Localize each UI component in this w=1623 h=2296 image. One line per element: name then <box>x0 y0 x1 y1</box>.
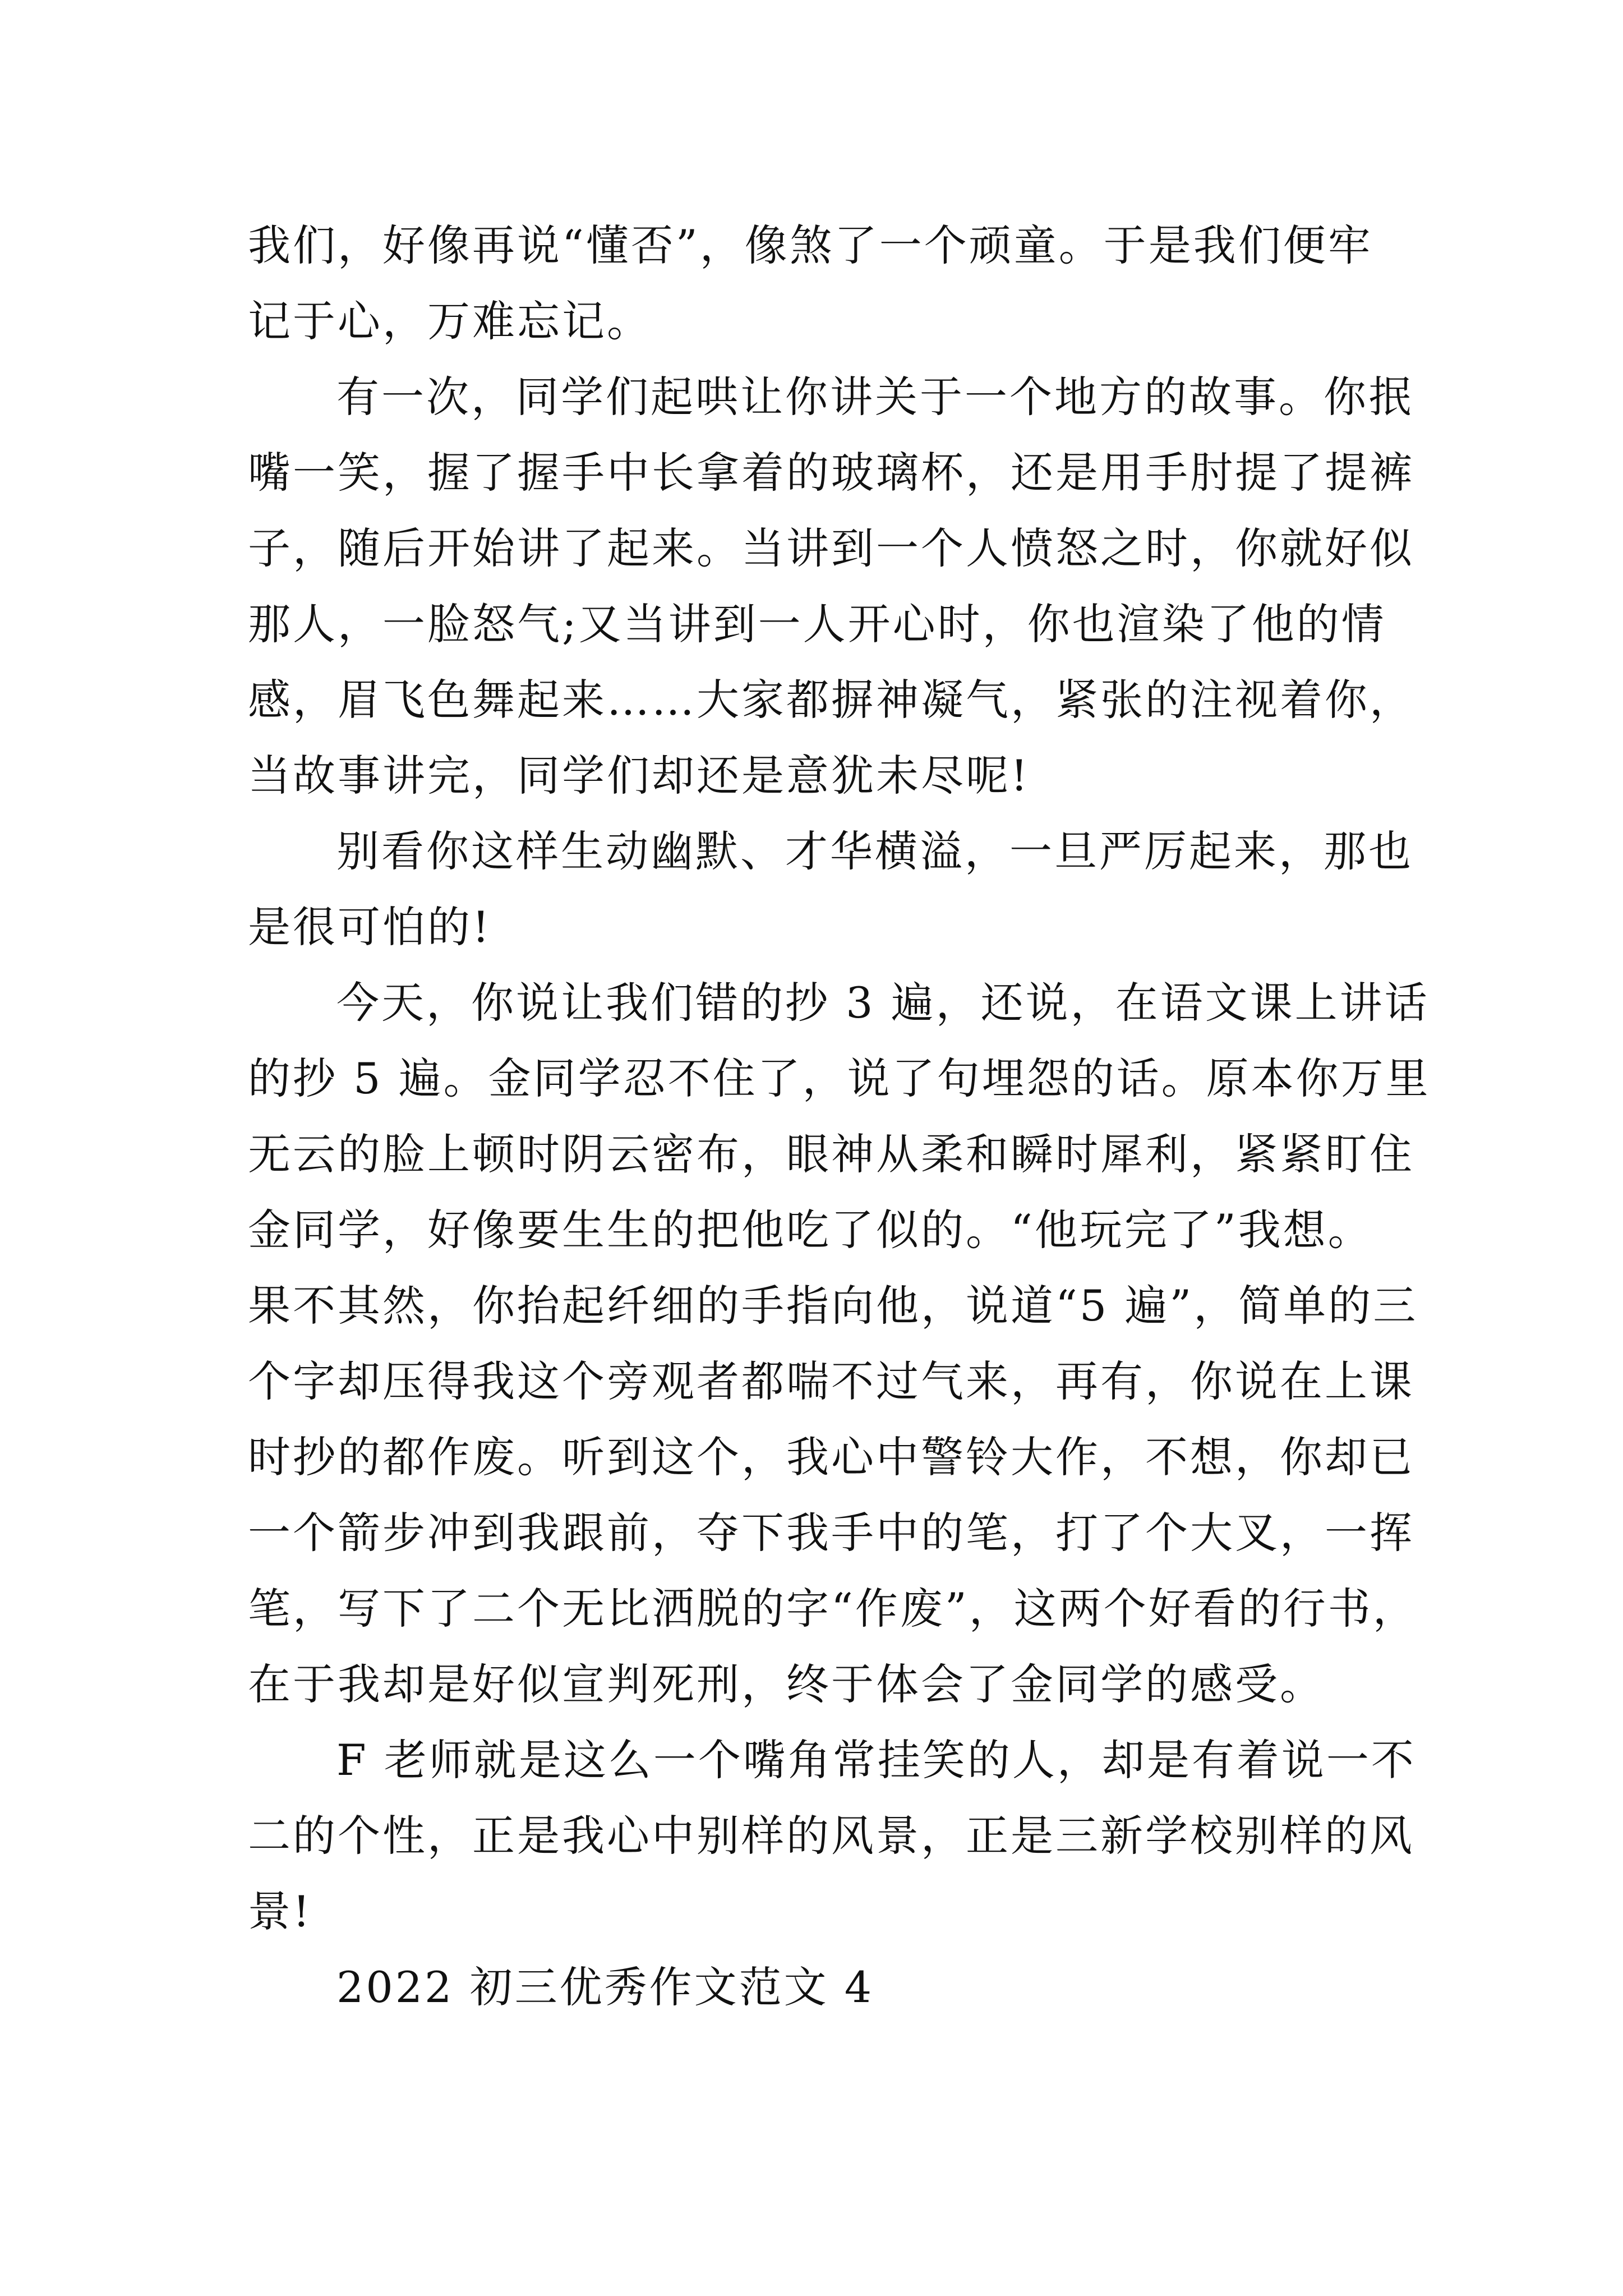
text-line: 无云的脸上顿时阴云密布，眼神从柔和瞬时犀利，紧紧盯住 <box>248 1129 1414 1179</box>
text-line: 有一次，同学们起哄让你讲关于一个地方的故事。你抿 <box>336 372 1413 422</box>
text-line: 当故事讲完，同学们却还是意犹未尽呢! <box>248 751 1030 800</box>
text-line: 笔，写下了二个无比洒脱的字“作废”，这两个好看的行书， <box>248 1584 1418 1634</box>
text-line: 那人，一脸怒气;又当讲到一人开心时，你也渲染了他的情 <box>248 599 1386 649</box>
text-line: 今天，你说让我们错的抄 3 遍，还说，在语文课上讲话 <box>336 978 1430 1028</box>
text-line: F 老师就是这么一个嘴角常挂笑的人，却是有着说一不 <box>336 1735 1416 1785</box>
text-line: 别看你这样生动幽默、才华横溢，一旦严厉起来，那也 <box>336 826 1413 876</box>
text-line: 景! <box>248 1887 312 1936</box>
text-line: 嘴一笑，握了握手中长拿着的玻璃杯，还是用手肘提了提裤 <box>248 448 1414 498</box>
text-line: 一个箭步冲到我跟前，夺下我手中的笔，打了个大叉，一挥 <box>248 1508 1414 1558</box>
text-line: 子，随后开始讲了起来。当讲到一个人愤怒之时，你就好似 <box>248 523 1414 573</box>
text-line: 二的个性，正是我心中别样的风景，正是三新学校别样的风 <box>248 1811 1414 1861</box>
text-line: 我们，好像再说“懂否”，像煞了一个顽童。于是我们便牢 <box>248 220 1373 270</box>
text-line: 个字却压得我这个旁观者都喘不过气来，再有，你说在上课 <box>248 1356 1414 1406</box>
text-line: 在于我却是好似宣判死刑，终于体会了金同学的感受。 <box>248 1659 1325 1709</box>
text-line: 的抄 5 遍。金同学忍不住了，说了句埋怨的话。原本你万里 <box>248 1053 1431 1103</box>
text-line: 果不其然，你抬起纤细的手指向他，说道“5 遍”，简单的三 <box>248 1281 1418 1331</box>
text-line: 是很可怕的! <box>248 902 492 952</box>
text-line: 记于心，万难忘记。 <box>248 296 652 346</box>
text-line: 时抄的都作废。听到这个，我心中警铃大作，不想，你却已 <box>248 1432 1414 1482</box>
section-heading: 2022 初三优秀作文范文 4 <box>336 1962 874 2012</box>
text-line: 金同学，好像要生生的把他吃了似的。“他玩完了”我想。 <box>248 1205 1373 1255</box>
text-line: 感，眉飞色舞起来……大家都摒神凝气，紧张的注视着你， <box>248 675 1414 725</box>
